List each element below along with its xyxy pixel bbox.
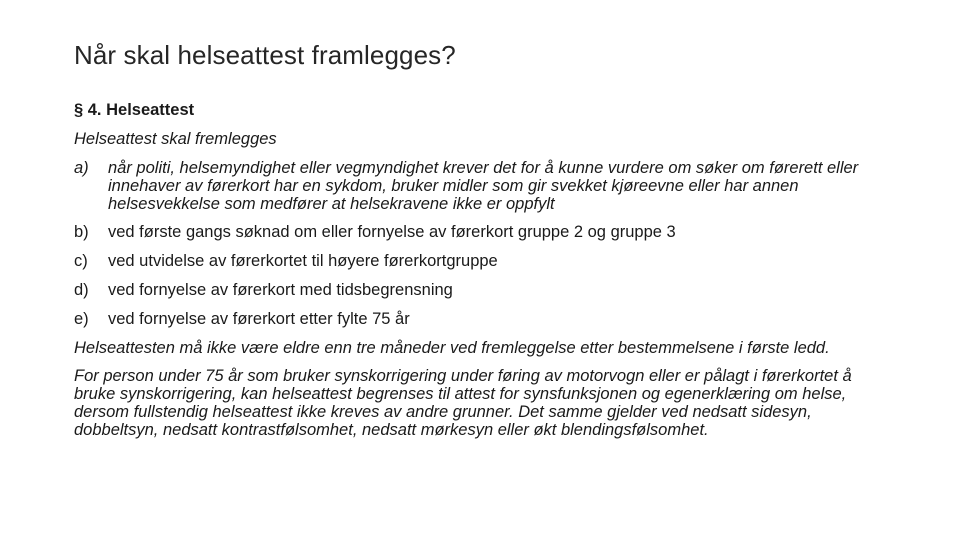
list-item-letter: a): [74, 159, 89, 177]
intro-text: Helseattest skal fremlegges: [74, 130, 277, 148]
list-item-letter: d): [74, 281, 89, 299]
paragraph-age-limit: Helseattesten må ikke være eldre enn tre måneder ved fremleggelse etter bestemmelsene i første ledd.: [74, 339, 830, 357]
slide-title: Når skal helseattest framlegges?: [74, 40, 456, 70]
section-heading: § 4. Helseattest: [74, 101, 195, 119]
slide-body: [74, 101, 894, 449]
list-item: [74, 281, 894, 300]
list-item-text: når politi, helsemyndighet eller vegmyndighet krever det for å kunne vurdere om søker om førerett eller innehaver av førerkort har en sykdom, bruker midler som gir svekket kjøreevne eller har annen helsesvekkelse som medfører at helsekravene ikke er oppfylt: [108, 159, 859, 213]
list-item-text: ved første gangs søknad om eller fornyelse av førerkort gruppe 2 og gruppe 3: [108, 223, 676, 241]
list-item: [74, 223, 894, 242]
paragraph-vision-correction: For person under 75 år som bruker synskorrigering under føring av motorvogn eller er pålagt i førerkortet å bruke synskorrigering, kan helseattest begrenses til attest for synsfunksjonen og egenerklæring om helse, dersom fullstendig helseattest ikke kreves av andre grunner. Det samme gjelder ved nedsatt sidesyn, dobbeltsyn, nedsatt kontrastfølsomhet, nedsatt mørkesyn eller økt blendingsfølsomhet.: [74, 367, 852, 439]
requirement-list: [74, 159, 894, 329]
list-item-letter: e): [74, 310, 89, 328]
list-item: [74, 310, 894, 329]
list-item-text: ved utvidelse av førerkortet til høyere førerkortgruppe: [108, 252, 498, 270]
list-item-letter: c): [74, 252, 88, 270]
list-item: [74, 252, 894, 271]
list-item-text: ved fornyelse av førerkort med tidsbegrensning: [108, 281, 453, 299]
list-item-text: ved fornyelse av førerkort etter fylte 75 år: [108, 310, 410, 328]
list-item: [74, 159, 894, 213]
list-item-letter: b): [74, 223, 89, 241]
